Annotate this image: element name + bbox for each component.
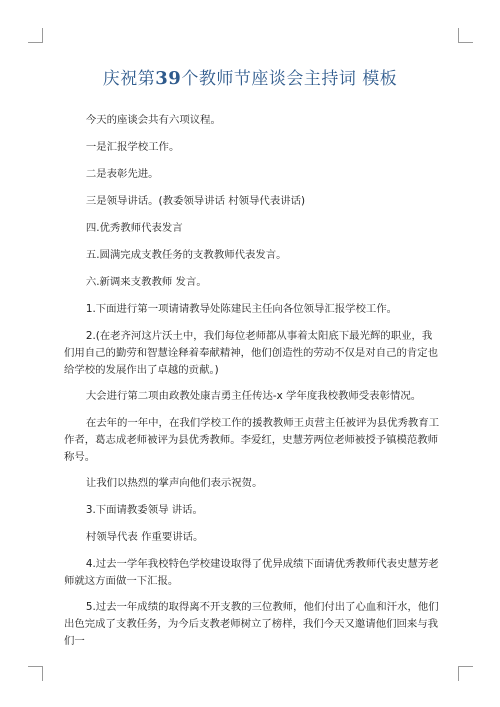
paragraph: 在去年的一年中，在我们学校工作的援教教师王贞营主任被评为县优秀教育工作者，葛志成老师被评为县优秀教师。李爱红，史慧芳两位老师被授予镇模范教师称号。 — [64, 417, 440, 463]
paragraph: 1.下面进行第一项请请教导处陈建民主任向各位领导汇报学校工作。 — [85, 303, 398, 315]
paragraph: 2.(在老齐河这片沃土中，我们每位老师都从事着太阳底下最光辉的职业，我们用自己的勤劳和智慧诠释着奉献精神，他们创造性的劳动不仅是对自己的肯定也给学校的发展作出了卓越的贡献。) — [64, 330, 439, 376]
paragraph: 五.圆满完成支教任务的支教教师代表发言。 — [85, 249, 287, 261]
crop-mark-bottom-right — [458, 666, 473, 681]
paragraph: 一是汇报学校工作。 — [85, 141, 180, 153]
crop-mark-top-left — [28, 28, 43, 43]
title-suffix: 个教师节座谈会主持词 模板 — [181, 69, 398, 89]
title-number: 39 — [155, 68, 182, 89]
paragraph: 二是表彰先进。 — [85, 168, 159, 180]
paragraph: 三是领导讲话。(教委领导讲话 村领导代表讲话) — [85, 195, 306, 207]
paragraph: 六.新调来支教教师 发言。 — [85, 276, 207, 288]
paragraph: 大会进行第二项由政教处康吉勇主任传达-x 学年度我校教师受表彰情况。 — [85, 390, 422, 402]
page-title — [0, 64, 500, 89]
paragraph: 让我们以热烈的掌声向他们表示祝贺。 — [85, 477, 263, 489]
paragraph: 四.优秀教师代表发言 — [85, 222, 183, 234]
paragraph: 村领导代表 作重要讲话。 — [85, 531, 204, 543]
paragraph: 5.过去一年成绩的取得离不开支教的三位教师，他们付出了心血和汗水，他们出色完成了支教任务，为今后支教老师树立了榜样，我们今天又邀请他们回来与我们一 — [64, 601, 439, 647]
crop-mark-top-right — [458, 28, 473, 43]
crop-mark-bottom-left — [28, 666, 43, 681]
paragraph: 3.下面请教委领导 讲话。 — [85, 504, 203, 516]
paragraph: 今天的座谈会共有六项议程。 — [85, 114, 221, 126]
paragraph: 4.过去一学年我校特色学校建设取得了优异成绩下面请优秀教师代表史慧芳老师就这方面做一下汇报。 — [64, 558, 439, 587]
title-prefix: 庆祝第 — [102, 69, 156, 89]
document-body — [64, 112, 442, 660]
